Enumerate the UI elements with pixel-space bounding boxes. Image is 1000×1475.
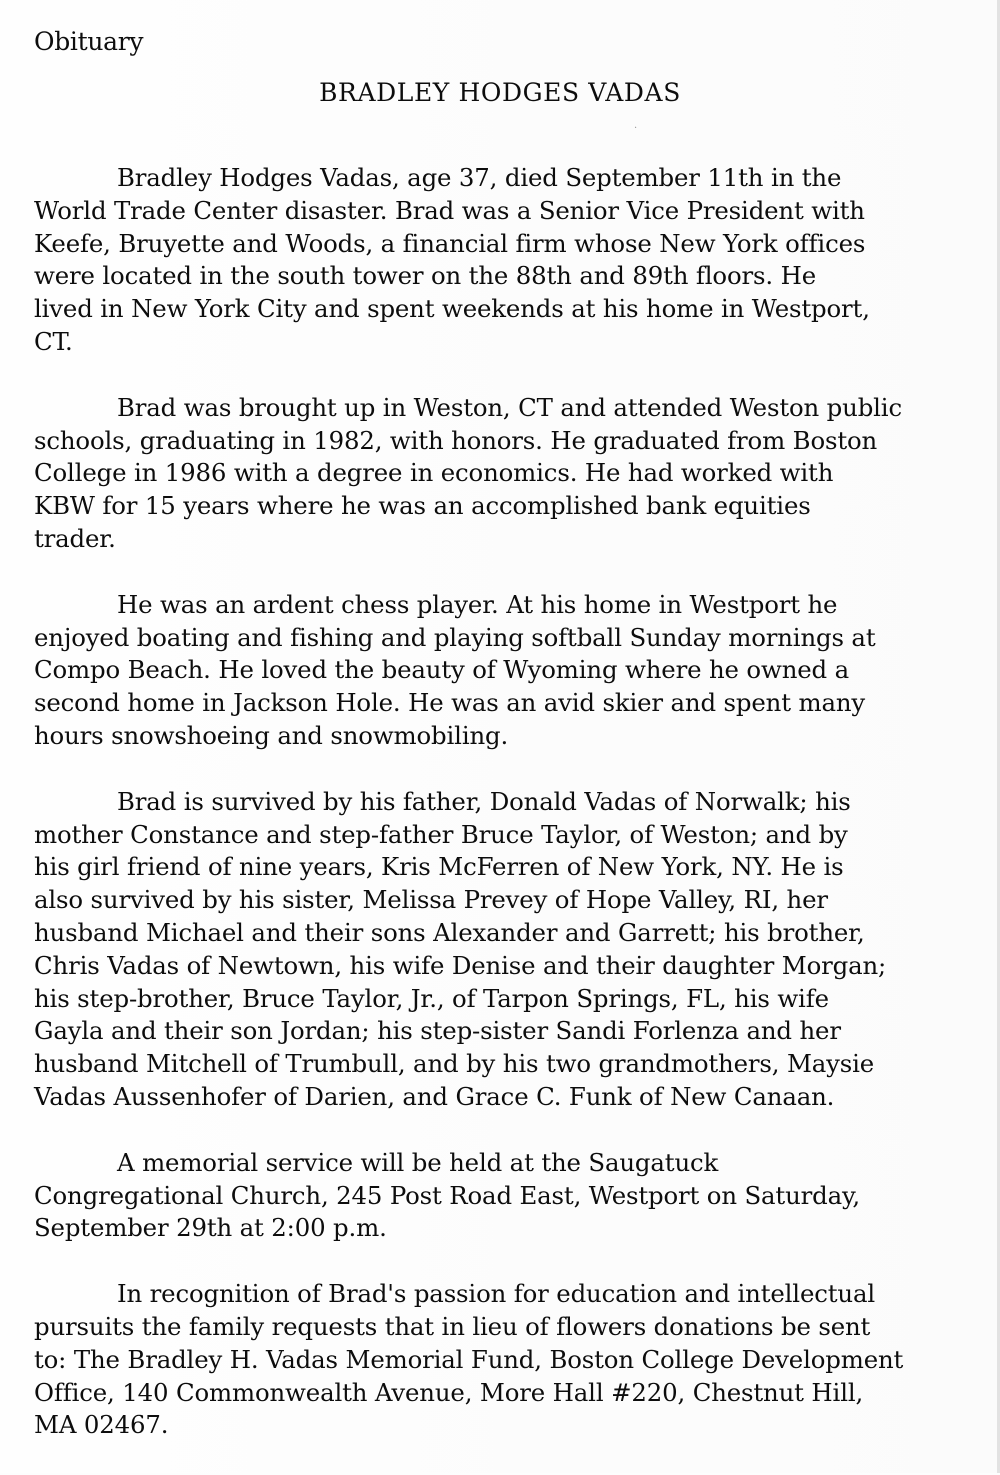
- text-line: to: The Bradley H. Vadas Memorial Fund, Boston College Development: [34, 1344, 904, 1374]
- text-line: his girl friend of nine years, Kris McFerren of New York, NY. He is: [34, 852, 844, 882]
- text-line: second home in Jackson Hole. He was an avid skier and spent many: [34, 688, 866, 718]
- text-line: A memorial service will be held at the Saugatuck: [117, 1147, 719, 1177]
- text-line: September 29th at 2:00 p.m.: [34, 1213, 387, 1243]
- text-line: pursuits the family requests that in lieu of flowers donations be sent: [34, 1311, 871, 1341]
- text-line: schools, graduating in 1982, with honors. He graduated from Boston: [34, 425, 878, 455]
- document-label: Obituary: [34, 27, 144, 56]
- text-line: Chris Vadas of Newtown, his wife Denise and their daughter Morgan;: [34, 950, 887, 980]
- text-line: He was an ardent chess player. At his home in Westport he: [117, 589, 838, 619]
- text-line: trader.: [34, 523, 116, 553]
- text-line: husband Mitchell of Trumbull, and by his two grandmothers, Maysie: [34, 1049, 875, 1079]
- text-line: MA 02467.: [34, 1410, 169, 1440]
- text-line: Brad was brought up in Weston, CT and attended Weston public: [117, 392, 902, 422]
- text-line: also survived by his sister, Melissa Prevey of Hope Valley, RI, her: [34, 885, 828, 915]
- text-line: Congregational Church, 245 Post Road East, Westport on Saturday,: [34, 1180, 860, 1210]
- paragraph-interests: [34, 589, 969, 753]
- text-line: enjoyed boating and fishing and playing softball Sunday mornings at: [34, 622, 876, 652]
- text-line: KBW for 15 years where he was an accomplished bank equities: [34, 491, 811, 521]
- text-line: Compo Beach. He loved the beauty of Wyoming where he owned a: [34, 655, 849, 685]
- text-line: Brad is survived by his father, Donald Vadas of Norwalk; his: [117, 786, 851, 816]
- text-line: Vadas Aussenhofer of Darien, and Grace C. Funk of New Canaan.: [34, 1081, 835, 1111]
- document-body: [34, 162, 969, 1475]
- paragraph-donations: [34, 1278, 969, 1442]
- document-title: BRADLEY HODGES VADAS: [319, 78, 681, 107]
- paragraph-death-notice: [34, 162, 969, 359]
- scan-speck: ·: [634, 123, 638, 134]
- text-line: World Trade Center disaster. Brad was a Senior Vice President with: [34, 195, 865, 225]
- text-line: Keefe, Bruyette and Woods, a financial firm whose New York offices: [34, 228, 866, 258]
- paragraph-memorial-service: [34, 1147, 969, 1245]
- text-line: were located in the south tower on the 88th and 89th floors. He: [34, 261, 816, 291]
- text-line: lived in New York City and spent weekends at his home in Westport,: [34, 294, 870, 324]
- text-line: CT.: [34, 326, 73, 356]
- text-line: mother Constance and step-father Bruce Taylor, of Weston; and by: [34, 819, 848, 849]
- text-line: hours snowshoeing and snowmobiling.: [34, 720, 509, 750]
- text-line: Bradley Hodges Vadas, age 37, died September 11th in the: [117, 163, 842, 192]
- text-line: College in 1986 with a degree in economics. He had worked with: [34, 458, 834, 488]
- text-line: husband Michael and their sons Alexander and Garrett; his brother,: [34, 917, 865, 947]
- text-line: his step-brother, Bruce Taylor, Jr., of Tarpon Springs, FL, his wife: [34, 983, 829, 1013]
- paragraph-education: [34, 392, 969, 556]
- text-line: Gayla and their son Jordan; his step-sister Sandi Forlenza and her: [34, 1016, 841, 1046]
- text-line: In recognition of Brad's passion for education and intellectual: [117, 1279, 876, 1309]
- text-line: Office, 140 Commonwealth Avenue, More Hall #220, Chestnut Hill,: [34, 1377, 864, 1407]
- paragraph-survivors: [34, 786, 969, 1114]
